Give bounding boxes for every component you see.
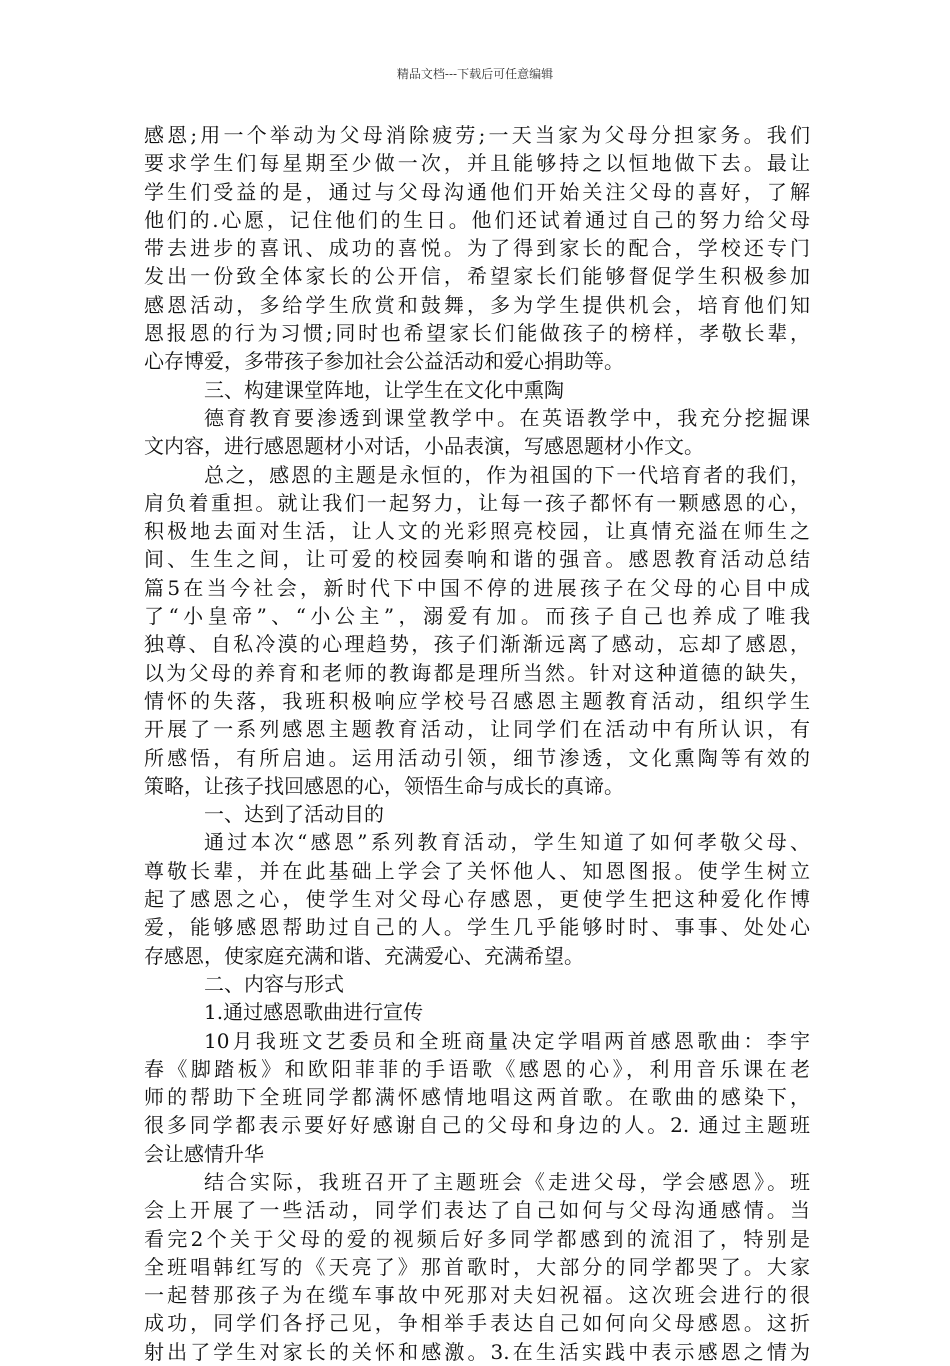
text-line: 带去进步的喜讯、成功的喜悦。为了得到家长的配合，学校还专门 [144,236,810,261]
text-line: 成功，同学们各抒己见，争相举手表达自己如何向父母感恩。这折 [144,1311,810,1336]
page-header: 精品文档---下载后可任意编辑 [396,67,554,81]
text-line: 尊敬长辈，并在此基础上学会了关怀他人、知恩图报。使学生树立 [144,858,810,883]
text-line: 篇5在当今社会，新时代下中国不停的进展孩子在父母的心目中成 [144,575,810,600]
text-line: 发出一份致全体家长的公开信，希望家长们能够督促学生积极参加 [144,264,810,289]
text-line: 情怀的失落，我班积极响应学校号召感恩主题教育活动，组织学生 [144,688,810,713]
text-line: 独尊、自私冷漠的心理趋势，孩子们渐渐远离了感动，忘却了感恩， [144,632,810,657]
section-heading: 三、构建课堂阵地，让学生在文化中熏陶 [204,377,564,402]
section-heading: 1.通过感恩歌曲进行宣传 [204,1000,424,1025]
section-heading: 二、内容与形式 [204,971,344,996]
text-line: 射出了学生对家长的关怀和感激。3.在生活实践中表示感恩之情为 [144,1339,810,1364]
text-line: 感恩;用一个举动为父母消除疲劳;一天当家为父母分担家务。我们 [144,123,810,147]
section-heading: 一、达到了活动目的 [204,802,384,827]
text-line: 起了感恩之心，使学生对父母心存感恩，更使学生把这种爱化作博 [144,887,810,912]
text-line: 策略，让孩子找回感恩的心，领悟生命与成长的真谛。 [144,773,624,798]
text-line: 心存博爱，多带孩子参加社会公益活动和爱心捐助等。 [144,349,624,374]
text-line: 看完2个关于父母的爱的视频后好多同学都感到的流泪了，特别是 [144,1226,810,1251]
text-line: 很多同学都表示要好好感谢自己的父母和身边的人。2. 通过主题班 [144,1113,810,1138]
text-line: 了“小皇帝”、“小公主”，溺爱有加。而孩子自己也养成了唯我 [144,604,810,629]
text-line: 以为父母的养育和老师的教诲都是理所当然。针对这种道德的缺失， [144,660,810,685]
text-line: 爱，能够感恩帮助过自己的人。学生几乎能够时时、事事、处处心 [144,915,810,940]
text-line: 感恩活动，多给学生欣赏和鼓舞，多为学生提供机会，培育他们知 [144,292,810,317]
text-line: 德育教育要渗透到课堂教学中。在英语教学中，我充分挖掘课 [204,405,810,430]
text-line: 他们的.心愿，记住他们的生日。他们还试着通过自己的努力给父母 [144,207,810,232]
text-line: 总之，感恩的主题是永恒的，作为祖国的下一代培育者的我们， [204,462,810,487]
text-line: 所感悟，有所启迪。运用活动引领，细节渗透，文化熏陶等有效的 [144,745,810,770]
text-line: 积极地去面对生活，让人文的光彩照亮校园，让真情充溢在师生之 [144,519,810,544]
text-line: 会上开展了一些活动，同学们表达了自己如何与父母沟通感情。当 [144,1198,810,1223]
text-line: 结合实际，我班召开了主题班会《走进父母，学会感恩》。班 [204,1169,810,1194]
text-line: 开展了一系列感恩主题教育活动，让同学们在活动中有所认识，有 [144,717,810,742]
text-line: 恩报恩的行为习惯;同时也希望家长们能做孩子的榜样，孝敬长辈， [144,321,810,346]
text-line: 文内容，进行感恩题材小对话，小品表演，写感恩题材小作文。 [144,434,704,459]
text-line: 春《脚踏板》和欧阳菲菲的手语歌《感恩的心》，利用音乐课在老 [144,1056,810,1081]
text-line: 一起替那孩子为在缆车事故中死那对夫妇祝福。这次班会进行的很 [144,1283,810,1308]
text-line: 通过本次“感恩”系列教育活动，学生知道了如何孝敬父母、 [204,830,810,855]
document-body [144,121,810,1366]
text-line: 全班唱韩红写的《天亮了》那首歌时，大部分的同学都哭了。大家 [144,1254,810,1279]
text-line: 学生们受益的是，通过与父母沟通他们开始关注父母的喜好，了解 [144,179,810,204]
text-line: 要求学生们每星期至少做一次，并且能够持之以恒地做下去。最让 [144,151,810,176]
text-line: 肩负着重担。就让我们一起努力，让每一孩子都怀有一颗感恩的心， [144,490,810,515]
text-line: 10月我班文艺委员和全班商量决定学唱两首感恩歌曲：李宇 [204,1028,810,1053]
text-line: 师的帮助下全班同学都满怀感情地唱这两首歌。在歌曲的感染下， [144,1085,810,1110]
text-line: 存感恩，使家庭充满和谐、充满爱心、充满希望。 [144,943,584,968]
text-line: 会让感情升华 [144,1141,264,1166]
text-line: 间、生生之间，让可爱的校园奏响和谐的强音。感恩教育活动总结 [144,547,810,572]
